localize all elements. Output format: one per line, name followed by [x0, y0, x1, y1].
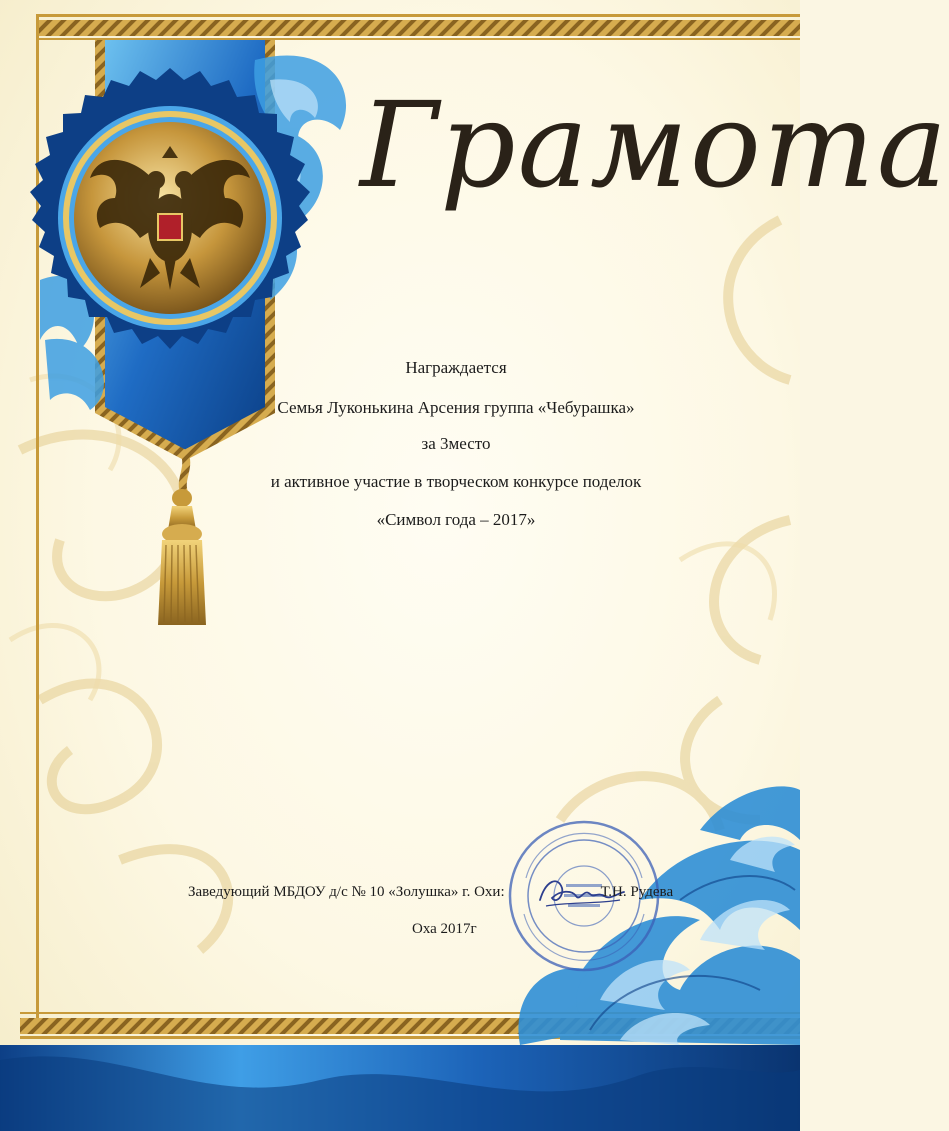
certificate-title: Грамота [360, 76, 949, 214]
place-line: за 3место [421, 434, 491, 453]
signatory-name: Т.Н. Рудева [600, 884, 674, 900]
participation-line: и активное участие в творческом конкурсе поделок [270, 472, 642, 491]
contest-line: «Символ года – 2017» [376, 510, 536, 529]
signatory-line [188, 884, 673, 901]
signatory-position: Заведующий МБДОУ д/с № 10 «Золушка» г. Охи: [188, 884, 505, 900]
recipient-line: Семья Луконькина Арсения группа «Чебурашка» [277, 398, 635, 417]
place-date: Оха 2017г [412, 921, 477, 937]
awarded-label: Награждается [405, 358, 507, 377]
